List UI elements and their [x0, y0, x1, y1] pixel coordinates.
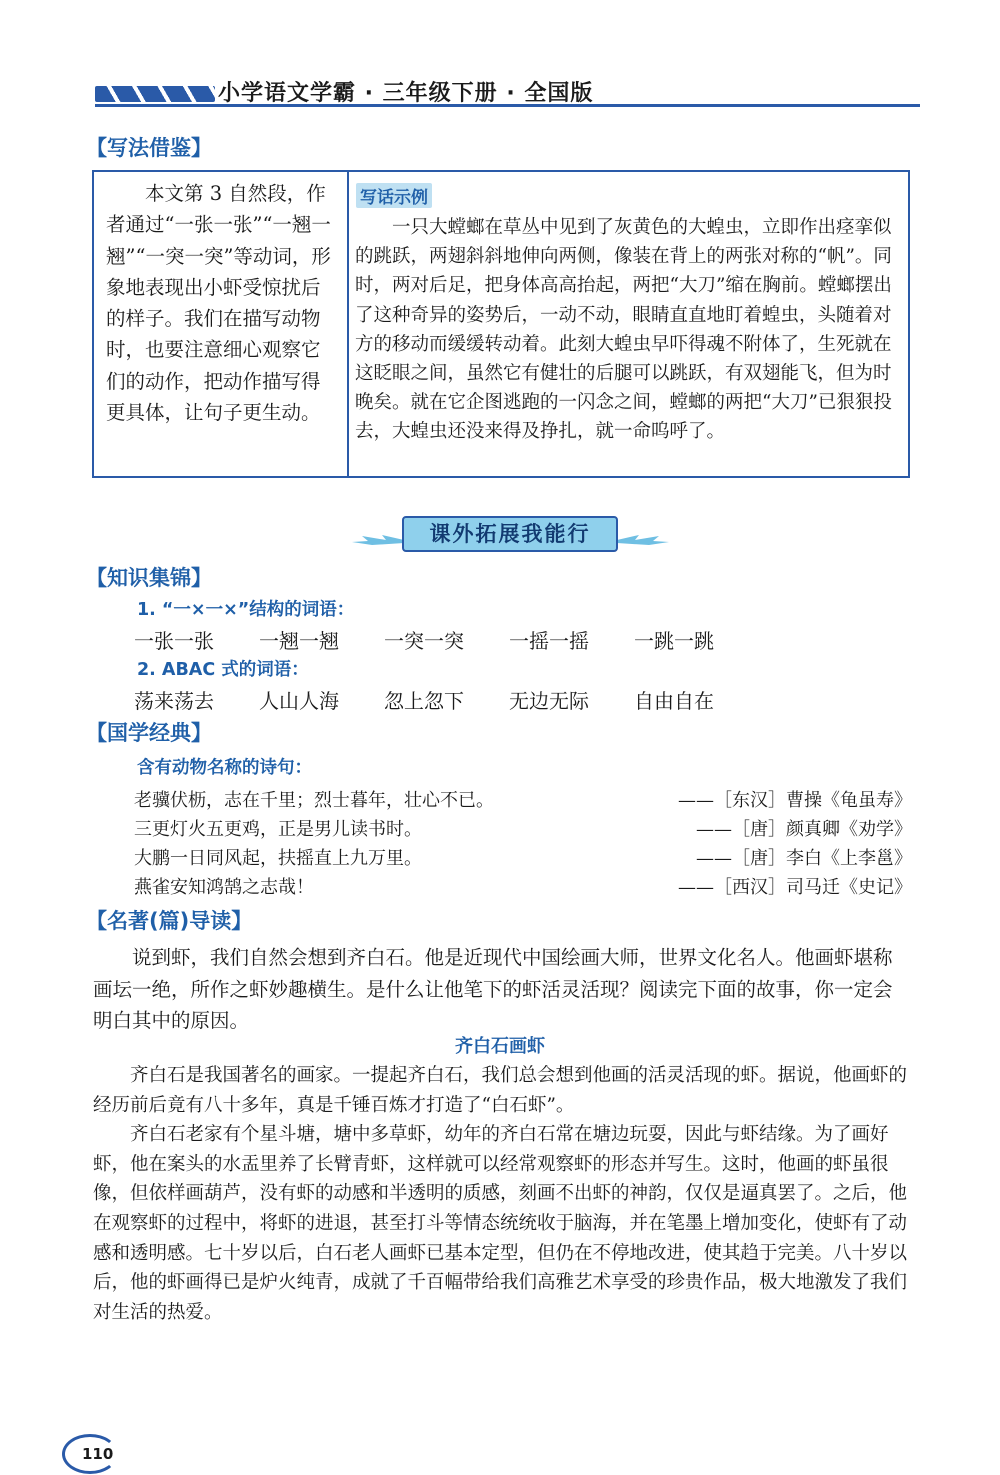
poem-source: ——［东汉］曹操《龟虽寿》 [678, 790, 912, 811]
box-divider [347, 172, 349, 476]
poem-source: ——［西汉］司马迁《史记》 [678, 877, 912, 898]
header-stripe-decoration [95, 86, 215, 102]
word-item: 一突一突 [384, 629, 464, 653]
poem-line: 三更灯火五更鸡，正是男儿读书时。 [134, 819, 422, 840]
word-item: 人山人海 [259, 689, 339, 713]
story-paragraph: 齐白石老家有个星斗塘，塘中多草虾，幼年的齐白石常在塘边玩耍，因此与虾结缘。为了画好虾，他在案头的水盂里养了长臂青虾，这样就可以经常观察虾的形态并写生。这时，他画的虾虽很像，但依样画葫芦，没有虾的动感和半透明的质感，刻画不出虾的神韵，仅仅是逼真罢了。之后，他在观察虾的过程中，将虾的进退，甚至打斗等情态统统收于脑海，并在笔墨上增加变化，使虾有了动感和透明感。七十岁以后，白石老人画虾已基本定型，但仍在不停地改进，使其趋于完美。八十岁以后，他的虾画得已是炉火纯青，成就了千百幅带给我们高雅艺术享受的珍贵作品，极大地激发了我们对生活的热爱。 [93, 1124, 908, 1323]
poem-line: 大鹏一日同风起，扶摇直上九万里。 [134, 848, 422, 869]
section-label-reading: 【名著(篇)导读】 [86, 909, 253, 933]
knowledge-group1-title: 1. “一×一×”结构的词语： [137, 600, 355, 620]
story-body [93, 1061, 908, 1327]
word-item: 一摇一摇 [509, 629, 589, 653]
word-row-2 [0, 685, 1000, 715]
poem-line: 老骥伏枥，志在千里；烈士暮年，壮心不已。 [134, 790, 494, 811]
word-item: 一张一张 [134, 629, 214, 653]
poem-source: ——［唐］颜真卿《劝学》 [696, 819, 912, 840]
word-item: 一跳一跳 [634, 629, 714, 653]
knowledge-group2-title: 2. ABAC 式的词语： [137, 660, 309, 680]
poem-line: 燕雀安知鸿鹄之志哉！ [134, 877, 314, 898]
banner-wing-left-decoration [352, 533, 404, 547]
header-title: 小学语文学霸 · 三年级下册 · 全国版 [218, 81, 594, 106]
section-label-classics: 【国学经典】 [86, 721, 212, 745]
reading-intro: 说到虾，我们自然会想到齐白石。他是近现代中国绘画大师，世界文化名人。他画虾堪称画坛一绝，所作之虾妙趣横生。是什么让他笔下的虾活灵活现？阅读完下面的故事，你一定会明白其中的原因。 [93, 946, 893, 1032]
story-paragraph: 齐白石是我国著名的画家。一提起齐白石，我们总会想到他画的活灵活现的虾。据说，他画虾的经历前后竟有八十多年，真是千锤百炼才打造了“白石虾”。 [93, 1065, 908, 1116]
poem-source: ——［唐］李白《上李邕》 [696, 848, 912, 869]
word-item: 一翘一翘 [259, 629, 339, 653]
writing-tip-text: 本文第 3 自然段，作者通过“一张一张”“一翘一翘”“一突一突”等动词，形象地表现出小虾受惊扰后的样子。我们在描写动物时，也要注意细心观察它们的动作，把动作描写得更具体，让句子更生动。 [106, 182, 331, 425]
story-title: 齐白石画虾 [455, 1036, 545, 1057]
word-row-1 [0, 625, 1000, 655]
word-item: 忽上忽下 [384, 689, 464, 713]
sample-label: 写话示例 [356, 183, 432, 208]
section-banner: 课外拓展我能行 [402, 516, 618, 552]
word-item: 荡来荡去 [134, 689, 214, 713]
sample-text: 一只大螳螂在草丛中见到了灰黄色的大蝗虫，立即作出痉挛似的跳跃，两翅斜斜地伸向两侧，像装在背上的两张对称的“帆”。同时，两对后足，把身体高高抬起，两把“大刀”缩在胸前。螳螂摆出了这种奇异的姿势后，一动不动，眼睛直直地盯着蝗虫，头随着对方的移动而缓缓转动着。此刻大蝗虫早吓得魂不附体了，生死就在这眨眼之间，虽然它有健壮的后腿可以跳跃，有双翅能飞，但为时晚矣。就在它企图逃跑的一闪念之间，螳螂的两把“大刀”已狠狠投去，大蝗虫还没来得及挣扎，就一命呜呼了。 [355, 217, 892, 443]
classics-subtitle: 含有动物名称的诗句： [137, 758, 312, 778]
word-item: 无边无际 [509, 689, 589, 713]
word-item: 自由自在 [634, 689, 714, 713]
banner-wing-right-decoration [617, 533, 669, 547]
page-number: 110 [82, 1445, 114, 1463]
section-label-knowledge: 【知识集锦】 [86, 566, 212, 590]
section-label-writing: 【写法借鉴】 [86, 136, 212, 160]
